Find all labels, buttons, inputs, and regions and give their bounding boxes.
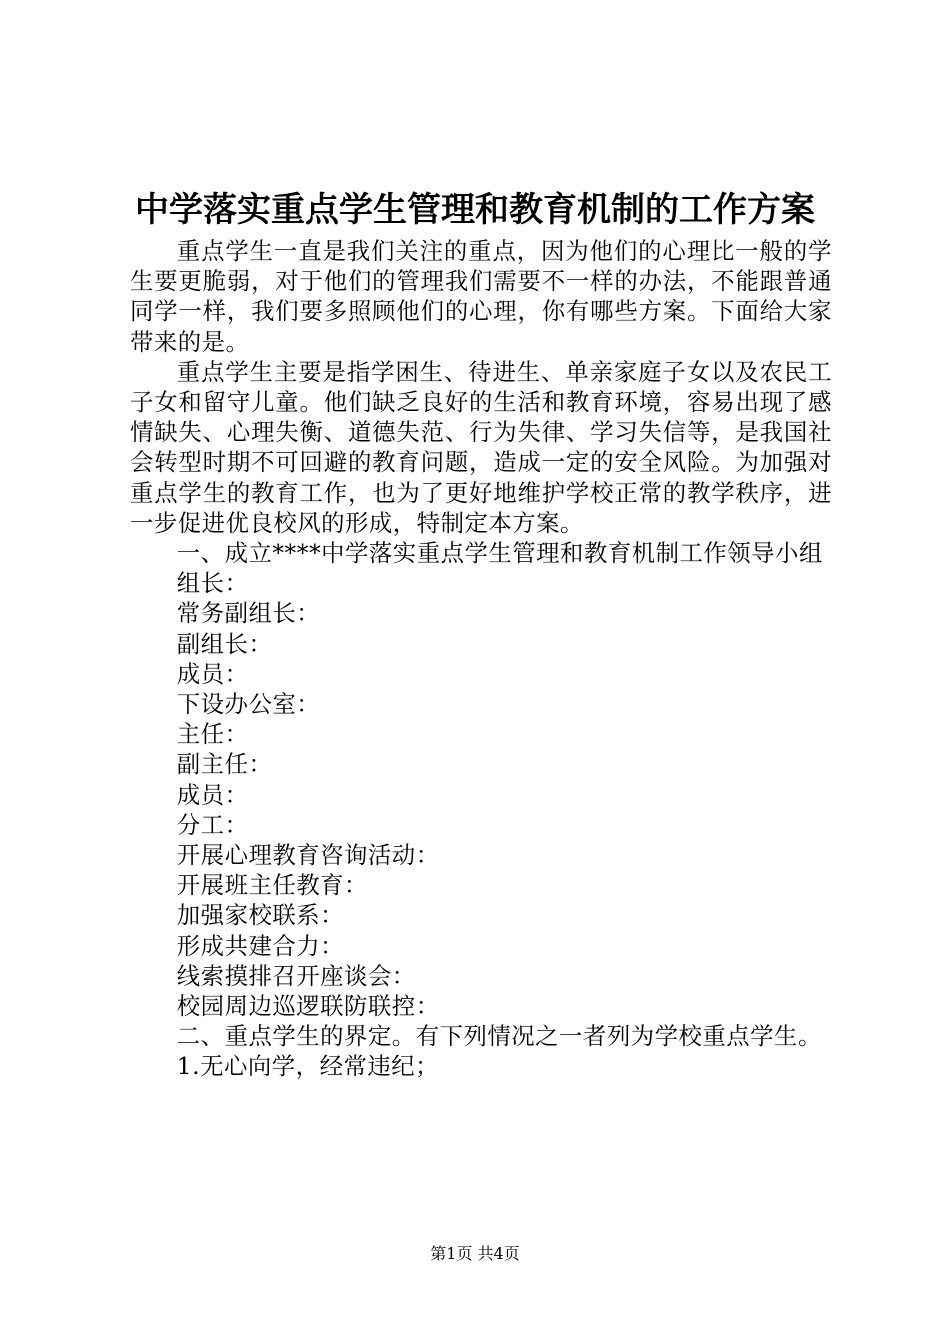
list-item: 开展心理教育咨询活动： — [176, 841, 440, 870]
list-item: 加强家校联系： — [176, 901, 345, 930]
intro-paragraph: 重点学生一直是我们关注的重点，因为他们的心理比一般的学生要更脆弱，对于他们的管理我们需要不一样的办法，不能跟普通同学一样，我们要多照顾他们的心理，你有哪些方案。下面给大家带来的是。 — [130, 237, 832, 356]
list-item: 形成共建合力： — [176, 931, 345, 960]
definition-paragraph: 重点学生主要是指学困生、待进生、单亲家庭子女以及农民工子女和留守儿童。他们缺乏良好的生活和教育环境，容易出现了感情缺失、心理失衡、道德失范、行为失律、学习失信等，是我国社会转型时期不可回避的教育问题，造成一定的安全风险。为加强对重点学生的教育工作，也为了更好地维护学校正常的教学秩序，进一步促进优良校风的形成，特制定本方案。 — [130, 357, 832, 537]
list-item: 主任： — [176, 720, 249, 749]
page-number: 第1页 共4页 — [430, 1244, 520, 1263]
list-item: 组长： — [176, 569, 249, 598]
list-item: 副主任： — [176, 750, 273, 779]
list-item: 开展班主任教育： — [176, 871, 368, 900]
list-item: 成员： — [176, 659, 249, 688]
section-2-heading: 二、重点学生的界定。有下列情况之一者列为学校重点学生。 — [176, 1022, 822, 1051]
list-item: 副组长： — [176, 629, 273, 658]
list-item: 校园周边巡逻联防联控： — [176, 992, 440, 1021]
document-body — [130, 236, 832, 1082]
list-item: 线索摸排召开座谈会： — [176, 961, 416, 990]
list-item: 下设办公室： — [176, 690, 321, 719]
list-item: 分工： — [176, 810, 249, 839]
list-item: 成员： — [176, 780, 249, 809]
document-title: 中学落实重点学生管理和教育机制的工作方案 — [135, 190, 815, 230]
section-1-heading: 一、成立****中学落实重点学生管理和教育机制工作领导小组 — [176, 539, 823, 568]
numbered-item: 1.无心向学，经常违纪； — [176, 1052, 440, 1081]
list-item: 常务副组长： — [176, 599, 321, 628]
